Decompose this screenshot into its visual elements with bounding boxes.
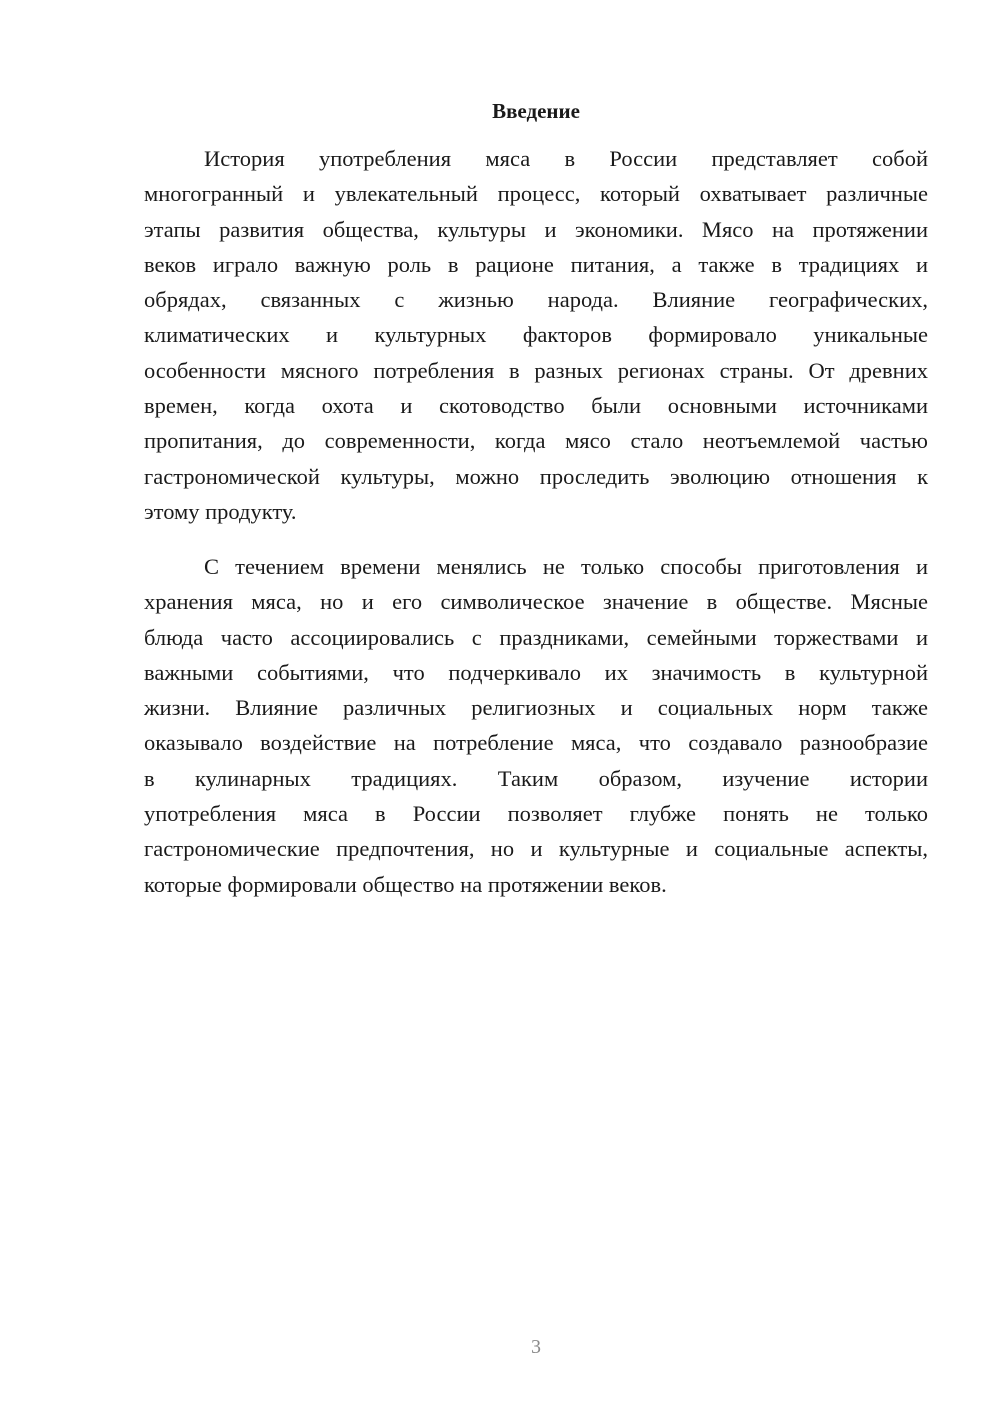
paragraph-1: [144, 141, 928, 529]
paragraph-line: С течением времени менялись не только способы приготовления и: [204, 554, 928, 579]
paragraph-line: История употребления мяса в России представляет собой: [204, 146, 928, 171]
paragraph-line: веков играло важную роль в рационе питания, а также в традициях и: [144, 251, 928, 277]
section-heading: Введение: [492, 99, 580, 123]
paragraph-line: блюда часто ассоциировались с праздниками, семейными торжествами и: [144, 624, 928, 650]
paragraph-line: многогранный и увлекательный процесс, который охватывает различные: [144, 181, 928, 207]
paragraph-line: хранения мяса, но и его символическое значение в обществе. Мясные: [144, 589, 928, 615]
paragraph-line: пропитания, до современности, когда мясо стало неотъемлемой частью: [144, 428, 928, 454]
page-number: 3: [531, 1336, 541, 1358]
paragraph-line: жизни. Влияние различных религиозных и социальных норм также: [144, 695, 928, 721]
paragraph-line: важными событиями, что подчеркивало их значимость в культурной: [144, 659, 928, 685]
paragraph-line: обрядах, связанных с жизнью народа. Влияние географических,: [144, 287, 928, 313]
paragraph-line: времен, когда охота и скотоводство были основными источниками: [144, 393, 928, 419]
paragraph-line: гастрономические предпочтения, но и культурные и социальные аспекты,: [144, 836, 928, 862]
paragraph-line: в кулинарных традициях. Таким образом, изучение истории: [144, 765, 928, 791]
paragraph-line: особенности мясного потребления в разных регионах страны. От древних: [144, 357, 928, 383]
paragraph-line: гастрономической культуры, можно проследить эволюцию отношения к: [144, 463, 928, 489]
paragraph-line: которые формировали общество на протяжении веков.: [144, 871, 667, 897]
paragraph-2: [144, 549, 928, 902]
paragraph-line: этому продукту.: [144, 498, 297, 524]
paragraph-line: оказывало воздействие на потребление мяса, что создавало разнообразие: [144, 730, 928, 756]
paragraph-line: употребления мяса в России позволяет глубже понять не только: [144, 801, 928, 827]
paragraph-line: этапы развития общества, культуры и экономики. Мясо на протяжении: [144, 216, 928, 242]
paragraph-line: климатических и культурных факторов формировало уникальные: [144, 322, 928, 348]
